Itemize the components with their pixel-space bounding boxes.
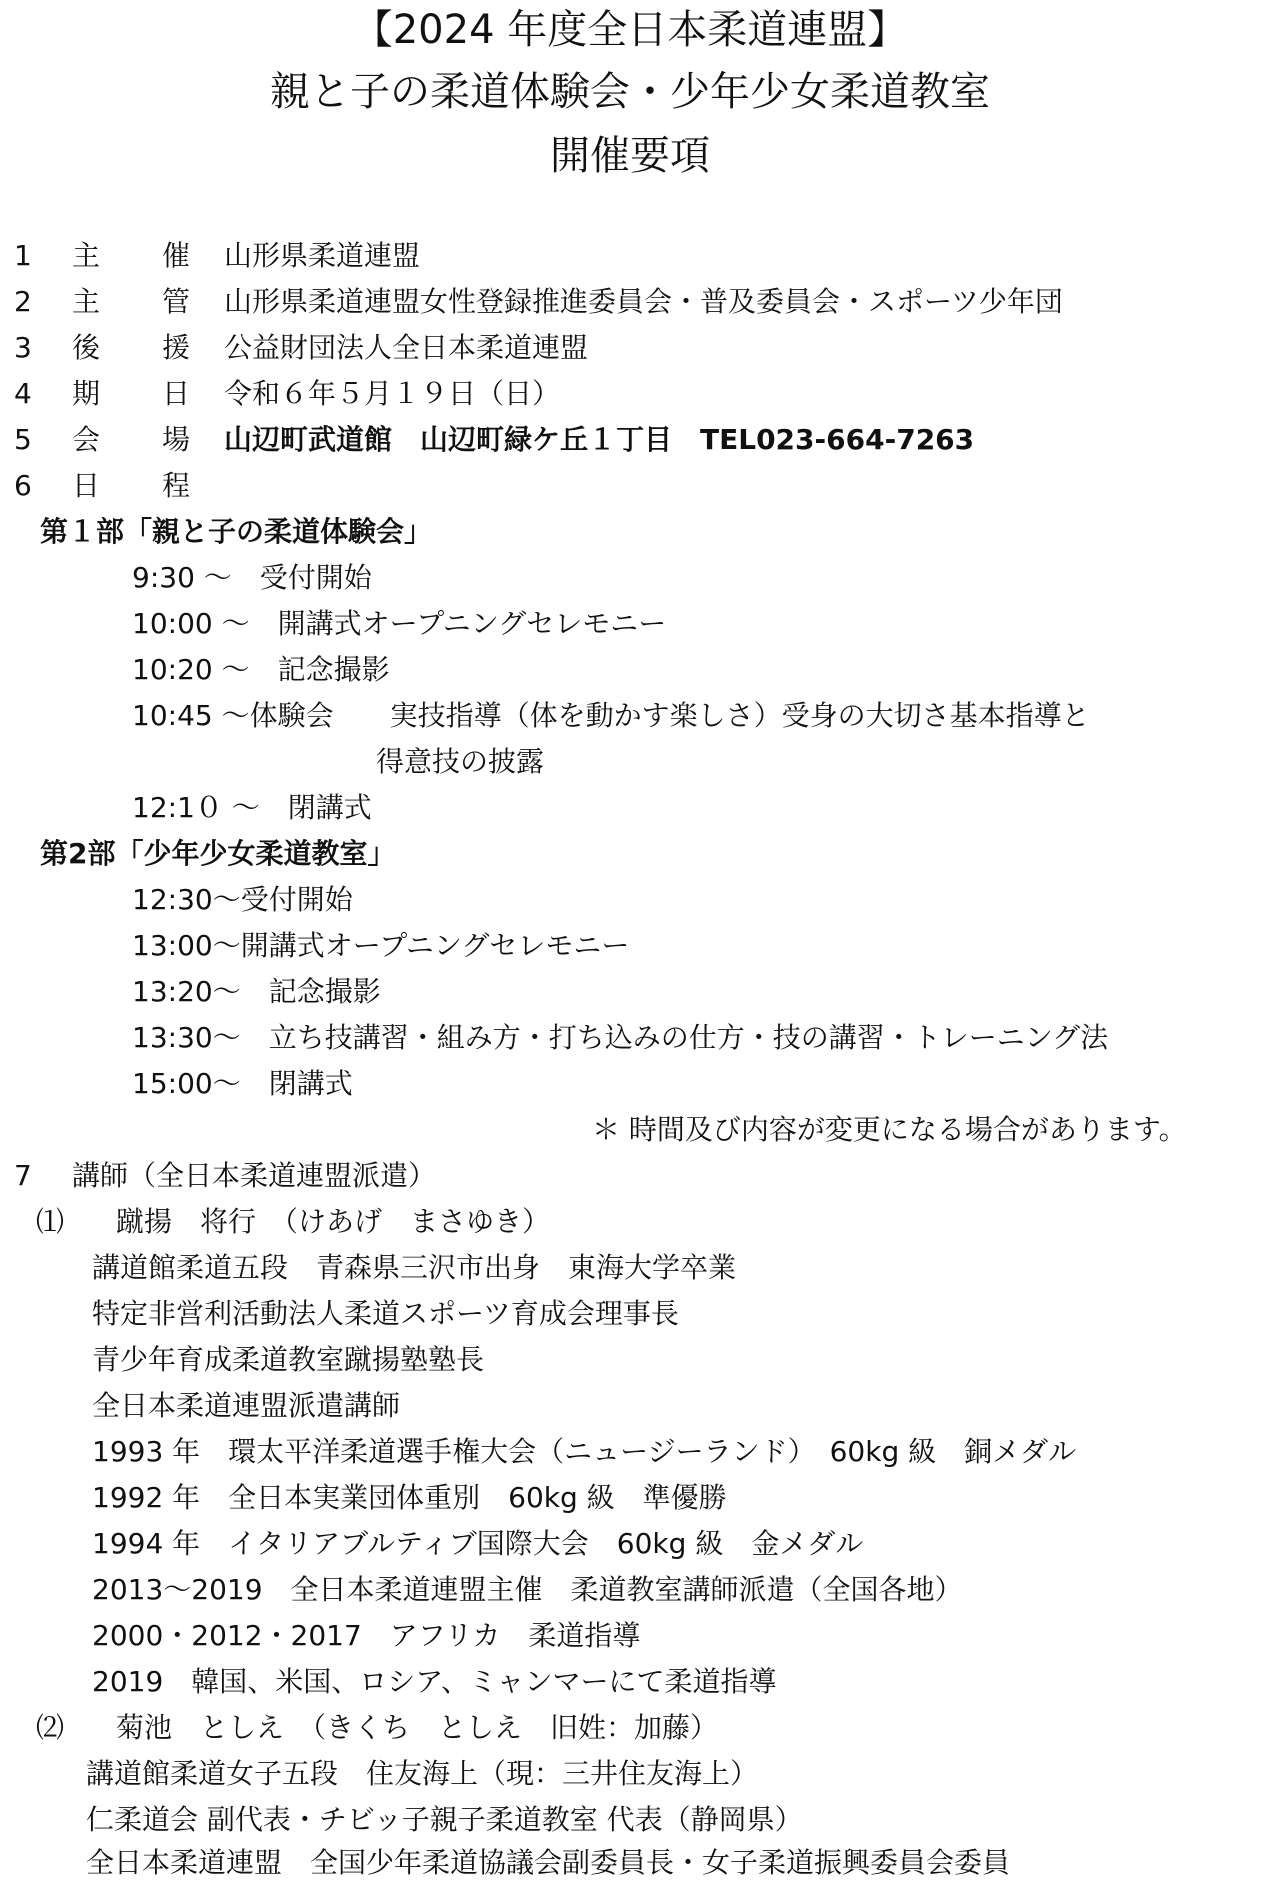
- instructor-detail: 特定非営利活動法人柔道スポーツ育成会理事長: [92, 1297, 679, 1330]
- item-venue: [14, 420, 974, 460]
- item-label-a: 日: [72, 469, 101, 502]
- item-date: [14, 374, 560, 414]
- schedule-part1-title: 第１部「親と子の柔道体験会」: [40, 515, 433, 548]
- instructor-detail: 1994 年 イタリアブルティブ国際大会 60kg 級 金メダル: [92, 1527, 864, 1560]
- item-number: 2: [14, 285, 32, 318]
- item-sponsor: [14, 328, 588, 368]
- instructor-detail: 青少年育成柔道教室蹴揚塾塾長: [92, 1343, 485, 1376]
- schedule-row: 13:20～ 記念撮影: [132, 975, 381, 1008]
- item-label-a: 期: [72, 377, 101, 410]
- schedule-row: 10:45 ～体験会 実技指導（体を動かす楽しさ）受身の大切さ基本指導と: [132, 699, 1090, 732]
- schedule-part2-title: 第2部「少年少女柔道教室」: [40, 837, 396, 870]
- document-title-line2: 親と子の柔道体験会・少年少女柔道教室: [270, 69, 990, 115]
- schedule-row: 15:00～ 閉講式: [132, 1067, 353, 1100]
- instructor-detail: 全日本柔道連盟派遣講師: [92, 1389, 401, 1422]
- instructors-heading: [14, 1156, 436, 1196]
- item-label-b: 援: [162, 331, 191, 364]
- item-number: 7: [14, 1159, 32, 1192]
- schedule-note: ＊ 時間及び内容が変更になる場合があります。: [592, 1113, 1187, 1146]
- item-manager: [14, 282, 1063, 322]
- schedule-row: 13:00～開講式オープニングセレモニー: [132, 929, 630, 962]
- schedule-row: 9:30 ～ 受付開始: [132, 561, 372, 594]
- instructor-2-name-row: [36, 1708, 718, 1748]
- item-schedule: [14, 466, 224, 506]
- instructor-detail: 1992 年 全日本実業団体重別 60kg 級 準優勝: [92, 1481, 727, 1514]
- schedule-row: 10:20 ～ 記念撮影: [132, 653, 390, 686]
- item-number: 4: [14, 377, 32, 410]
- instructor-detail: 講道館柔道五段 青森県三沢市出身 東海大学卒業: [92, 1251, 737, 1284]
- item-label-a: 主: [72, 285, 101, 318]
- item-label-a: 後: [72, 331, 101, 364]
- instructor-name: 蹴揚 将行 （けあげ まさゆき）: [116, 1205, 551, 1238]
- item-number: 1: [14, 239, 32, 272]
- instructor-detail: 講道館柔道女子五段 住友海上（現：三井住友海上）: [86, 1757, 759, 1790]
- instructor-detail: 仁柔道会 副代表・チビッ子親子柔道教室 代表（静岡県）: [86, 1803, 803, 1836]
- instructor-number: ⑴: [36, 1205, 65, 1238]
- instructor-number: ⑵: [36, 1711, 65, 1744]
- schedule-row: 12:30～受付開始: [132, 883, 353, 916]
- instructor-1-name-row: [36, 1202, 550, 1242]
- item-label-a: 会: [72, 423, 101, 456]
- instructors-heading-text: 講師（全日本柔道連盟派遣）: [72, 1159, 437, 1192]
- instructor-detail: 2013～2019 全日本柔道連盟主催 柔道教室講師派遣（全国各地）: [92, 1573, 963, 1606]
- item-value: 令和６年５月１９日（日）: [224, 377, 561, 410]
- instructor-detail: 全日本柔道連盟 全国少年柔道協議会副委員長・女子柔道振興委員会委員: [86, 1846, 1011, 1879]
- instructor-detail: 2000・2012・2017 アフリカ 柔道指導: [92, 1619, 641, 1652]
- item-value: 山形県柔道連盟女性登録推進委員会・普及委員会・スポーツ少年団: [224, 285, 1063, 318]
- instructor-detail: 2019 韓国、米国、ロシア、ミャンマーにて柔道指導: [92, 1665, 777, 1698]
- item-label-b: 程: [162, 469, 191, 502]
- schedule-row: 10:00 ～ 開講式オープニングセレモニー: [132, 607, 667, 640]
- item-label-b: 催: [162, 239, 191, 272]
- item-number: 6: [14, 469, 32, 502]
- item-label-b: 日: [162, 377, 191, 410]
- schedule-row: 12:1０ ～ 閉講式: [132, 791, 372, 824]
- instructor-detail: 1993 年 環太平洋柔道選手権大会（ニュージーランド） 60kg 級 銅メダル: [92, 1435, 1077, 1468]
- item-value: 山形県柔道連盟: [224, 239, 421, 272]
- schedule-row-continued: 得意技の披露: [376, 745, 545, 778]
- item-label-b: 場: [162, 423, 191, 456]
- document-title-line3: 開催要項: [550, 133, 710, 179]
- item-value: 公益財団法人全日本柔道連盟: [224, 331, 589, 364]
- item-value: 山辺町武道館 山辺町緑ケ丘１丁目 TEL023-664-7263: [224, 423, 975, 456]
- item-organizer: [14, 236, 420, 276]
- item-label-a: 主: [72, 239, 101, 272]
- schedule-row: 13:30～ 立ち技講習・組み方・打ち込みの仕方・技の講習・トレーニング法: [132, 1021, 1109, 1054]
- item-label-b: 管: [162, 285, 191, 318]
- instructor-name: 菊池 としえ （きくち としえ 旧姓：加藤）: [116, 1711, 719, 1744]
- document-title-line1: 【2024 年度全日本柔道連盟】: [352, 7, 908, 53]
- item-number: 5: [14, 423, 32, 456]
- item-number: 3: [14, 331, 32, 364]
